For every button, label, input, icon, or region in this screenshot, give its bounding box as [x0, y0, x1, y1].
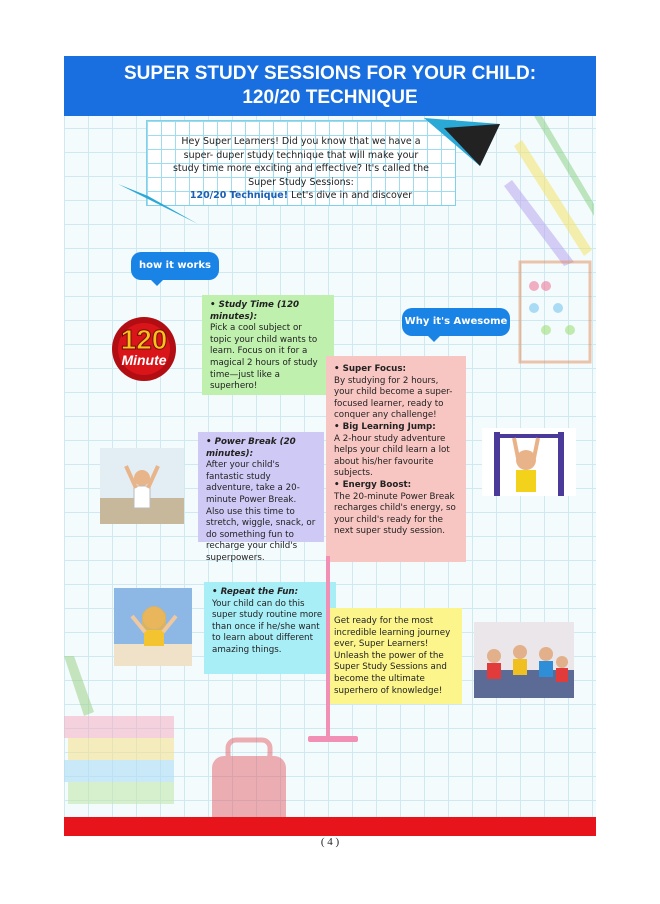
120-minute-logo — [102, 305, 186, 385]
books-illustration — [64, 656, 184, 836]
timeline-base — [308, 736, 358, 742]
repeat-fun-text: Your child can do this super study routine more than once if he/she want to learn about different amazing things. — [212, 598, 323, 655]
page-curl-icon — [118, 184, 198, 230]
energy-boost-heading: • Energy Boost: — [334, 479, 412, 490]
intro-tail: Let's dive in and discover — [288, 190, 413, 201]
super-focus-heading: • Super Focus: — [334, 364, 406, 374]
study-time-title: • Study Time (120 minutes): — [210, 300, 300, 322]
power-break-box — [198, 432, 324, 563]
technique-highlight: 120/20 Technique! — [189, 190, 289, 201]
classroom-group-photo — [474, 622, 574, 698]
page-sheet — [64, 56, 596, 836]
intro-line-3: study time more exciting and effective? It's called the — [172, 163, 430, 174]
repeat-fun-title: • Repeat the Fun: — [212, 587, 299, 597]
power-break-text: After your child's fantastic study adventure, take a 20-minute Power Break. Also use this time to stretch, wiggle, snack, or do something fun to recharge your child's superpowers. — [206, 460, 316, 563]
study-time-text: Pick a cool subject or topic your child wants to learn. Focus on it for a magical 2 hours of study time—just like a superhero! — [210, 323, 318, 392]
abacus-illustration — [514, 256, 596, 376]
super-focus-text: By studying for 2 hours, your child become a super-focused learner, ready to conquer any challenge! — [334, 375, 453, 421]
girl-studying-photo — [114, 588, 192, 666]
how-it-works-bubble: how it works — [131, 252, 219, 280]
pencils-illustration — [504, 116, 596, 266]
logo-word: Minute — [121, 352, 167, 368]
study-time-box — [202, 295, 334, 395]
intro-line-4: Super Study Sessions: — [248, 176, 354, 188]
intro-line-1: Hey Super Learners! Did you know that we have a — [181, 136, 421, 147]
awesome-reasons-box — [326, 356, 466, 562]
child-stretching-photo — [100, 448, 184, 524]
big-learning-text: A 2-hour study adventure helps your child learn a lot about his/her favourite subjects. — [334, 433, 450, 479]
big-learning-heading: • Big Learning Jump: — [334, 421, 436, 432]
timeline-stem — [326, 556, 330, 736]
page-curl-icon — [424, 118, 504, 170]
title-banner — [64, 56, 596, 116]
closing-message-box — [326, 608, 462, 704]
title-line-2: 120/20 TECHNIQUE — [242, 87, 418, 108]
page-number: ( 4 ) — [320, 836, 340, 848]
energy-boost-text: The 20-minute Power Break recharges child's energy, so your child's ready for the next super study session. — [334, 491, 456, 537]
intro-line-2: super- duper study technique that will make your — [183, 149, 419, 161]
power-break-title: • Power Break (20 minutes): — [206, 437, 296, 459]
boy-monkey-bars-photo — [482, 428, 576, 496]
logo-number: 120 — [120, 324, 168, 355]
why-awesome-bubble: Why it's Awesome — [402, 308, 510, 336]
closing-message-text: Get ready for the most incredible learning journey ever, Super Learners! Unleash the power of the Super Study Sessions and become the ultimate superhero of knowledge! — [334, 616, 451, 696]
footer-bar — [64, 817, 596, 836]
repeat-fun-box — [204, 582, 336, 674]
stopwatch-icon — [102, 305, 186, 385]
title-line-1: SUPER STUDY SESSIONS FOR YOUR CHILD: — [123, 63, 537, 84]
